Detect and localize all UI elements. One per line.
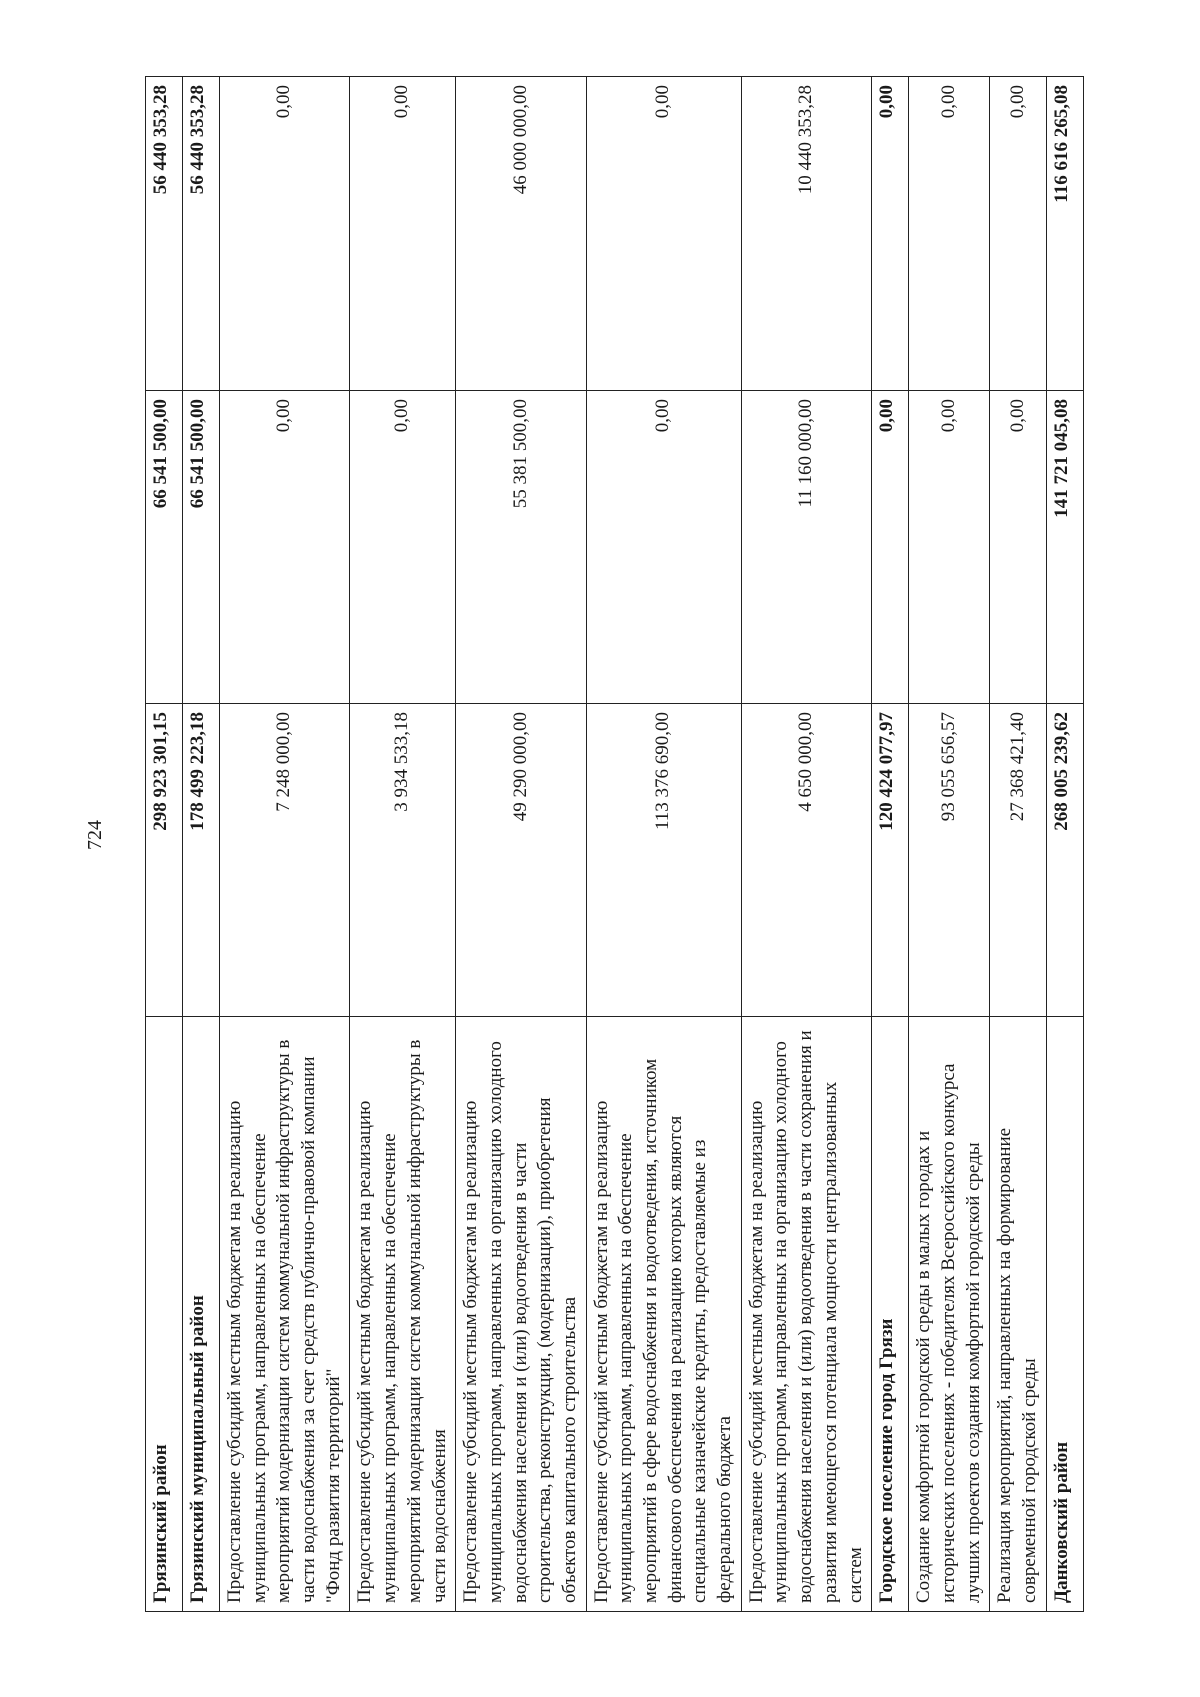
table-row (350, 77, 456, 1612)
table-row (220, 77, 350, 1612)
value-col-3: 0,00 (350, 77, 456, 391)
value-col-2: 0,00 (990, 391, 1046, 704)
value-col-2: 0,00 (872, 391, 909, 704)
value-col-2: 66 541 500,00 (146, 391, 183, 704)
value-col-2: 0,00 (909, 391, 990, 704)
value-col-3: 10 440 353,28 (741, 77, 871, 391)
budget-table-rotated (145, 77, 1070, 1612)
value-col-2: 0,00 (586, 391, 741, 704)
value-col-3: 116 616 265,08 (1046, 77, 1083, 391)
value-col-1: 3 934 533,18 (350, 704, 456, 1017)
value-col-1: 7 248 000,00 (220, 704, 350, 1017)
value-col-3: 46 000 000,00 (456, 77, 586, 391)
row-label: Предоставление субсидий местным бюджетам на реализацию муниципальных программ, направленных на обеспечение мероприятий модернизации систем коммунальной инфраструктуры в части водоснабжения за счет средств публично-правовой компании "Фонд развития территорий" (220, 1017, 350, 1612)
row-label: Городское поселение город Грязи (872, 1017, 909, 1612)
row-label: Предоставление субсидий местным бюджетам на реализацию муниципальных программ, направленных на обеспечение мероприятий модернизации систем коммунальной инфраструктуры в части водоснабжения (350, 1017, 456, 1612)
table-row (741, 77, 871, 1612)
row-label: Предоставление субсидий местным бюджетам на реализацию муниципальных программ, направленных на организацию холодного водоснабжения населения и (или) водоотведения в части сохранения и развития имеющегося потенциала мощности централизованных систем (741, 1017, 871, 1612)
value-col-3: 0,00 (872, 77, 909, 391)
value-col-1: 49 290 000,00 (456, 704, 586, 1017)
value-col-1: 268 005 239,62 (1046, 704, 1083, 1017)
table-row (586, 77, 741, 1612)
page-number: 724 (83, 820, 106, 850)
row-label: Предоставление субсидий местным бюджетам на реализацию муниципальных программ, направленных на организацию холодного водоснабжения населения и (или) водоотведения в части строительства, реконструкции, (модернизации), приобретения объектов капитального строительства (456, 1017, 586, 1612)
table-row (990, 77, 1046, 1612)
value-col-2: 141 721 045,08 (1046, 391, 1083, 704)
value-col-3: 56 440 353,28 (183, 77, 220, 391)
table-row (456, 77, 586, 1612)
value-col-2: 11 160 000,00 (741, 391, 871, 704)
row-label: Предоставление субсидий местным бюджетам на реализацию муниципальных программ, направленных на обеспечение мероприятий в сфере водоснабжения и водоотведения, источником финансового обеспечения на реализацию которых являются специальные казначейские кредиты, предоставляемые из федерального бюджета (586, 1017, 741, 1612)
value-col-3: 0,00 (909, 77, 990, 391)
value-col-3: 56 440 353,28 (146, 77, 183, 391)
table-row (909, 77, 990, 1612)
budget-table (145, 76, 1084, 1612)
table-row-municipal-district (183, 77, 220, 1612)
value-col-2: 0,00 (220, 391, 350, 704)
value-col-1: 178 499 223,18 (183, 704, 220, 1017)
table-row-district-gryazinsky (146, 77, 183, 1612)
value-col-1: 120 424 077,97 (872, 704, 909, 1017)
row-label: Создание комфортной городской среды в малых городах и исторических поселениях - победителях Всероссийского конкурса лучших проектов создания комфортной городской среды (909, 1017, 990, 1612)
row-label: Грязинский муниципальный район (183, 1017, 220, 1612)
value-col-2: 66 541 500,00 (183, 391, 220, 704)
row-label: Грязинский район (146, 1017, 183, 1612)
table-row-district-dankovsky (1046, 77, 1083, 1612)
value-col-1: 93 055 656,57 (909, 704, 990, 1017)
row-label: Данковский район (1046, 1017, 1083, 1612)
value-col-1: 4 650 000,00 (741, 704, 871, 1017)
value-col-1: 113 376 690,00 (586, 704, 741, 1017)
row-label: Реализация мероприятий, направленных на формирование современной городской среды (990, 1017, 1046, 1612)
table-row-settlement-gryazi (872, 77, 909, 1612)
value-col-1: 27 368 421,40 (990, 704, 1046, 1017)
value-col-1: 298 923 301,15 (146, 704, 183, 1017)
value-col-3: 0,00 (586, 77, 741, 391)
value-col-2: 0,00 (350, 391, 456, 704)
value-col-2: 55 381 500,00 (456, 391, 586, 704)
value-col-3: 0,00 (220, 77, 350, 391)
value-col-3: 0,00 (990, 77, 1046, 391)
